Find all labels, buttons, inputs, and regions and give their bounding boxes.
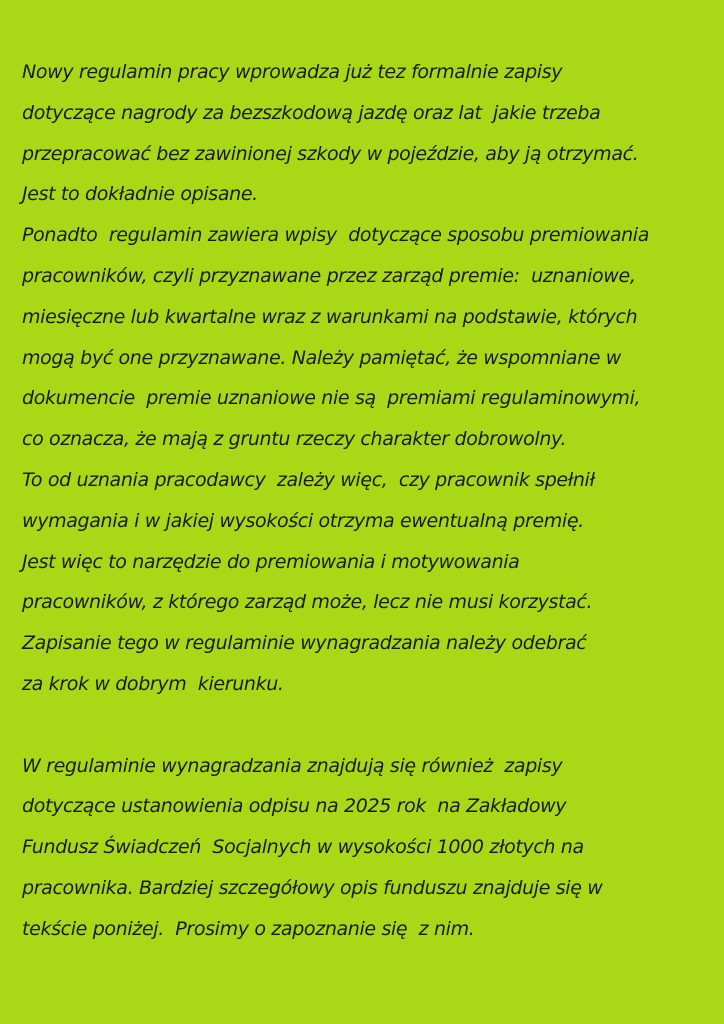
text-line: tekście poniżej. Prosimy o zapoznanie się z nim. bbox=[22, 917, 475, 940]
text-line: przepracować bez zawinionej szkody w pojeździe, aby ją otrzymać. bbox=[22, 142, 639, 165]
text-line: Zapisanie tego w regulaminie wynagradzania należy odebrać bbox=[22, 632, 587, 655]
text-line: za krok w dobrym kierunku. bbox=[22, 672, 284, 695]
text-line: co oznacza, że mają z gruntu rzeczy charakter dobrowolny. bbox=[22, 428, 567, 451]
text-line: Nowy regulamin pracy wprowadza już tez formalnie zapisy bbox=[22, 61, 563, 83]
text-line: Ponadto regulamin zawiera wpisy dotyczące sposobu premiowania bbox=[22, 224, 650, 247]
text-line: Jest więc to narzędzie do premiowania i motywowania bbox=[22, 550, 520, 573]
document-body bbox=[22, 52, 712, 950]
text-line: pracowników, z którego zarząd może, lecz nie musi korzystać. bbox=[22, 591, 593, 614]
text-line: wymagania i w jakiej wysokości otrzyma ewentualną premię. bbox=[22, 509, 584, 532]
paragraph-gap bbox=[22, 705, 712, 746]
text-line: dotyczące nagrody za bezszkodową jazdę oraz lat jakie trzeba bbox=[22, 101, 601, 124]
text-line: Jest to dokładnie opisane. bbox=[22, 183, 258, 206]
text-line: To od uznania pracodawcy zależy więc, czy pracownik spełnił bbox=[22, 468, 595, 491]
text-line: W regulaminie wynagradzania znajdują się również zapisy bbox=[22, 754, 563, 777]
text-line: miesięczne lub kwartalne wraz z warunkami na podstawie, których bbox=[22, 305, 638, 328]
text-line: mogą być one przyznawane. Należy pamiętać, że wspomniane w bbox=[22, 346, 621, 369]
text-line: Fundusz Świadczeń Socjalnych w wysokości 1000 złotych na bbox=[22, 836, 584, 859]
text-line: pracownika. Bardziej szczegółowy opis funduszu znajduje się w bbox=[22, 876, 603, 899]
text-line: pracowników, czyli przyznawane przez zarząd premie: uznaniowe, bbox=[22, 264, 636, 287]
text-line: dokumencie premie uznaniowe nie są premiami regulaminowymi, bbox=[22, 387, 641, 410]
text-line: dotyczące ustanowienia odpisu na 2025 rok na Zakładowy bbox=[22, 795, 567, 818]
